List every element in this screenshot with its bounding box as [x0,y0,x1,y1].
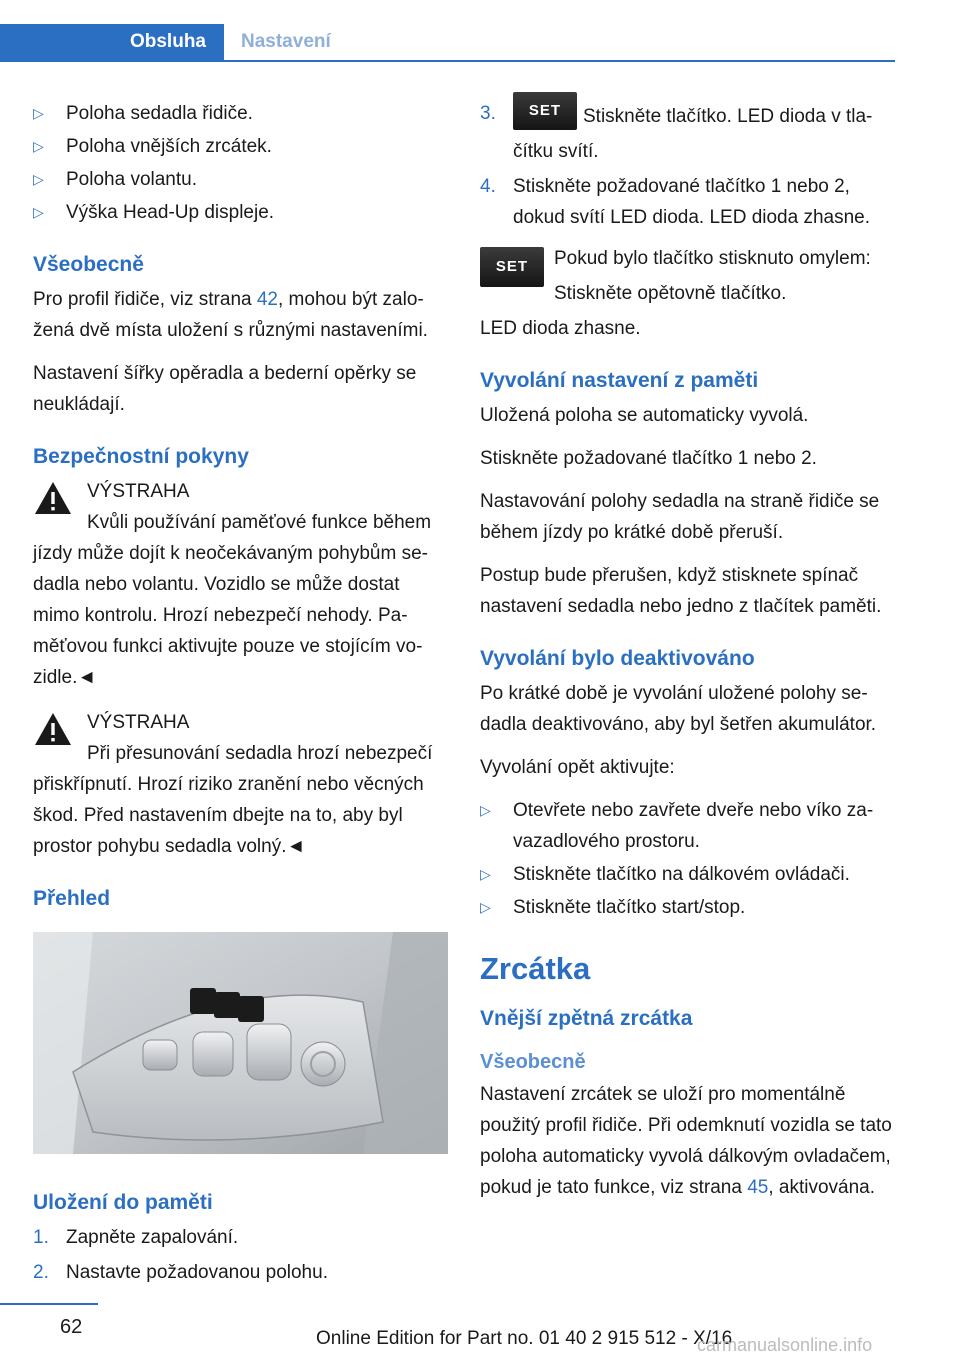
mirrors-paragraph: Nastavení zrcátek se uloží pro momentálně použitý profil řidiče. Při odemknutí vozidla se tato poloha automaticky vyvolá dálkovým ovladačem, pokud je tato funkce, viz strana 45, aktivována. [480,1084,892,1198]
list-item [480,171,898,233]
list-item [480,98,898,167]
page-link-42[interactable]: 42 [256,289,278,310]
deactivated-heading: Vyvolání bylo deaktivováno [480,647,755,670]
list-item-text: Výška Head-Up displeje. [66,202,275,223]
safety-heading: Bezpečnostní pokyny [33,445,249,468]
mistake-text-2: Stiskněte opětovně tlačítko. [554,283,787,304]
recall-heading: Vyvolání nastavení z paměti [480,369,759,392]
mistake-text: Pokud bylo tlačítko stisknuto omylem: [554,248,871,269]
list-item-text: Poloha vnějších zrcátek. [66,136,272,157]
triangle-bullet-icon: ▷ [33,105,44,121]
list-item [33,98,448,129]
warning-title: VÝSTRAHA [87,712,190,733]
list-item [33,131,448,162]
warning-text: Při přesunování sedadla hrozí nebezpečí přiskřípnutí. Hrozí riziko zranění nebo věcných škod. Před nastavením dbejte na to, aby byl prostor pohybu sedadla volný.◄ [33,743,433,857]
list-item [33,1257,448,1288]
save-steps-list [33,1222,448,1288]
watermark-text: carmanualsonline.info [697,1335,873,1355]
header-bar [0,0,960,62]
seat-memory-buttons-photo [33,932,448,1154]
list-item [480,859,898,890]
mirrors-general-heading: Všeobecně [480,1051,586,1073]
tab-obsluha[interactable]: Obsluha [0,24,224,60]
list-item-text: Stiskněte tlačítko start/stop. [513,897,746,918]
deactivated-paragraph-2: Vyvolání opět aktivujte: [480,757,675,778]
list-item-text: Otevřete nebo zavřete dveře nebo víko zavazadlového prostoru. [513,800,874,852]
right-column [480,98,898,1215]
general-paragraph-2: Nastavení šířky opěradla a bederní opěrky se neukládají. [33,363,417,415]
step-text: Zapněte zapalování. [66,1227,239,1248]
mirrors-heading: Zrcátka [480,951,591,986]
footer-divider [0,1303,98,1305]
step-text: Nastavte požadovanou polohu. [66,1262,328,1283]
triangle-bullet-icon: ▷ [33,138,44,154]
list-item-text: Stiskněte tlačítko na dálkovém ovládači. [513,864,850,885]
list-item-text: Poloha volantu. [66,169,197,190]
reactivate-list [480,795,898,923]
list-item [480,892,898,923]
save-memory-heading: Uložení do paměti [33,1191,213,1214]
memory-items-list [33,98,448,228]
list-item [480,795,898,857]
step-number: 3. [480,103,496,124]
overview-heading: Přehled [33,887,111,910]
step-number: 1. [33,1227,49,1248]
step-text: Stiskněte tlačítko. LED dioda v tlačítku svítí. [513,106,873,162]
tab-nastaveni[interactable]: Nastavení [241,31,331,52]
page-link-45[interactable]: 45 [747,1177,769,1198]
triangle-bullet-icon: ▷ [480,899,491,915]
triangle-bullet-icon: ▷ [33,171,44,187]
triangle-bullet-icon: ▷ [480,866,491,882]
page-number: 62 [60,1316,83,1338]
list-item [33,164,448,195]
triangle-bullet-icon: ▷ [480,802,491,818]
general-heading: Všeobecně [33,253,144,276]
recall-paragraph: Stiskněte požadované tlačítko 1 nebo 2. [480,448,817,469]
warning-text: Kvůli používání paměťové funkce během jízdy může dojít k neočekávaným pohybům sedadla nebo volantu. Vozidlo se může dostat mimo kontrolu. Hrozí nebezpečí nehody. Paměťovou funkci aktivujte pouze ve stojícím vozidle.◄ [33,512,432,688]
list-item-text: Poloha sedadla řidiče. [66,103,253,124]
save-steps-continued [480,98,898,233]
deactivated-paragraph: Po krátké době je vyvolání uložené polohy sedadla deaktivováno, aby byl šetřen akumulátor. [480,683,877,735]
list-item [33,197,448,228]
triangle-bullet-icon: ▷ [33,204,44,220]
warning-triangle-icon [33,711,73,747]
list-item [33,1222,448,1253]
left-column [33,98,448,1298]
recall-paragraph: Nastavování polohy sedadla na straně řidiče se během jízdy po krátké době přeruší. [480,491,880,543]
exterior-mirrors-heading: Vnější zpětná zrcátka [480,1007,693,1030]
warning-title: VÝSTRAHA [87,481,190,502]
set-button-icon: SET [513,92,577,130]
warning-block-2 [33,707,448,862]
general-paragraph: Pro profil řidiče, viz strana 42, mohou být založená dvě místa uložení s různými nastaveními. [33,289,428,341]
set-button-icon: SET [480,247,544,287]
warning-triangle-icon [33,480,73,516]
recall-paragraph: Postup bude přerušen, když stisknete spínač nastavení sedadla nebo jedno z tlačítek paměti. [480,565,882,617]
header-divider [0,60,895,62]
edition-text: Online Edition for Part no. 01 40 2 915 512 - X/16 [316,1328,733,1349]
step-number: 4. [480,176,496,197]
mistake-note [480,243,898,309]
warning-block-1 [33,476,448,693]
step-number: 2. [33,1262,49,1283]
led-off-text: LED dioda zhasne. [480,318,641,339]
recall-paragraph: Uložená poloha se automaticky vyvolá. [480,405,809,426]
step-text: Stiskněte požadované tlačítko 1 nebo 2, dokud svítí LED dioda. LED dioda zhasne. [513,176,871,228]
